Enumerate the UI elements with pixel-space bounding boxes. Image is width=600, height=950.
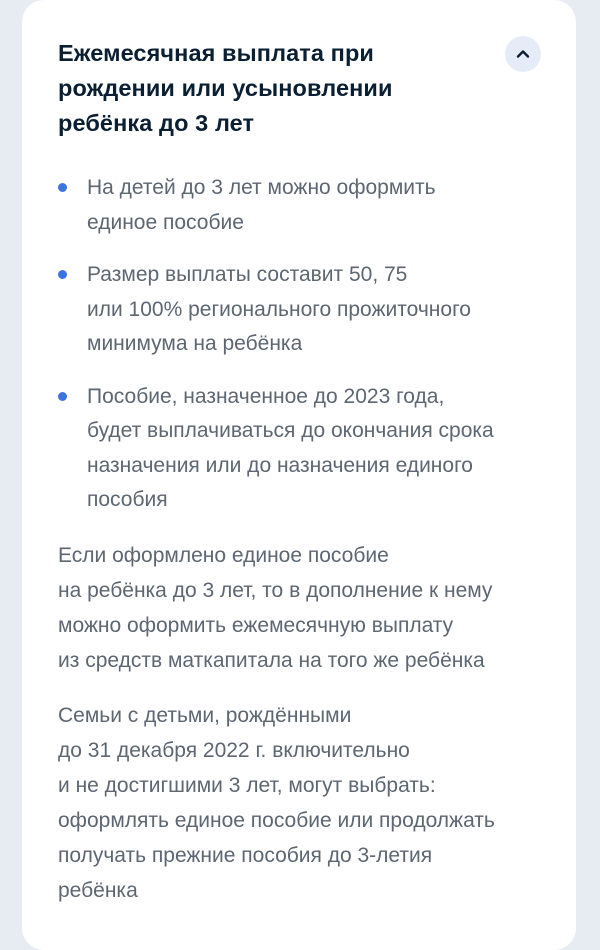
list-item-text: Пособие, назначенное до 2023 года, будет выплачиваться до окончания срока назначения или до назначения единого пособия (87, 384, 494, 511)
collapse-toggle-button[interactable] (505, 36, 541, 72)
bullet-list (58, 171, 540, 518)
accordion-card (22, 0, 576, 950)
list-item-text: Размер выплаты составит 50, 75 или 100% регионального прожиточного минимума на ребёнка (87, 263, 471, 355)
info-paragraph-unified-benefit: Если оформлено единое пособие на ребёнка до 3 лет, то в дополнение к нему можно оформить ежемесячную выплату из средств маткапитала на того же ребёнка (58, 543, 493, 672)
accordion-title: Ежемесячная выплата при рождении или усыновлении ребёнка до 3 лет (58, 40, 393, 136)
bullet-dot-icon (58, 392, 67, 401)
accordion-header[interactable] (58, 36, 540, 141)
chevron-up-icon (516, 49, 530, 59)
list-item (58, 380, 540, 518)
bullet-dot-icon (58, 183, 67, 192)
info-paragraph-families-choice: Семьи с детьми, рождёнными до 31 декабря 2022 г. включительно и не достигшими 3 лет, могут выбрать: оформлять единое пособие или продолжать получать прежние пособия до 3-летия ребёнка (58, 703, 495, 902)
list-item-text: На детей до 3 лет можно оформить единое пособие (87, 176, 436, 234)
list-item (58, 258, 540, 362)
bullet-dot-icon (58, 270, 67, 279)
list-item (58, 171, 540, 240)
